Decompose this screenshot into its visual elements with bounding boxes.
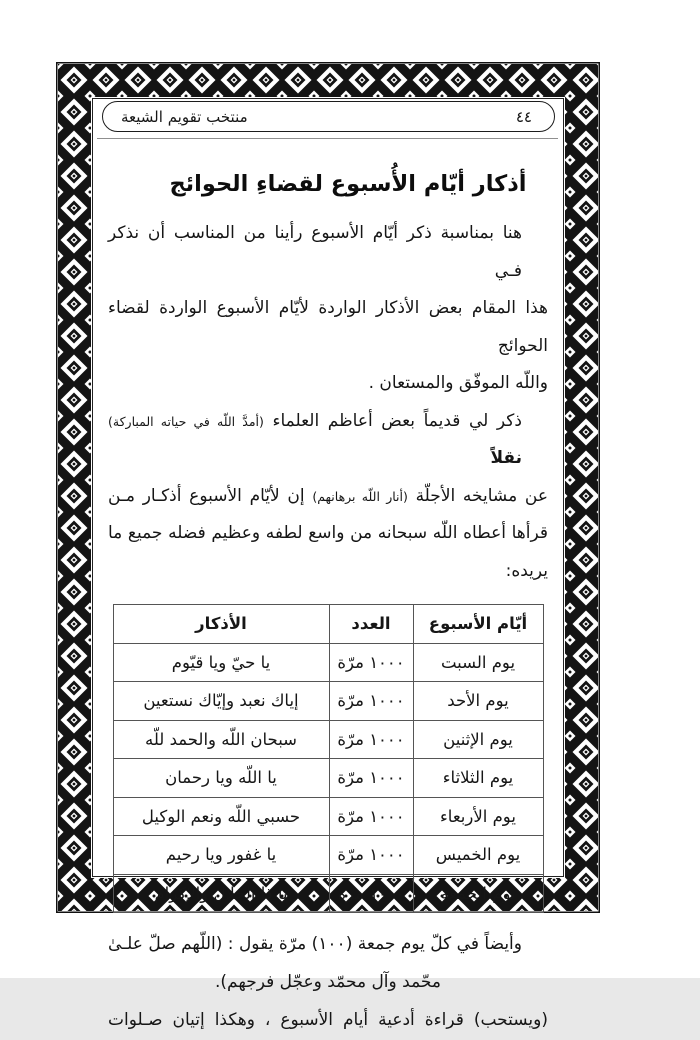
page-number: ٤٤ — [515, 107, 532, 126]
day-cell: يوم الأربعاء — [413, 797, 543, 836]
paragraph-line: قرأها أعطاه اللّه سبحانه من واسع لطفه وعظيم فضله جميع ما يريده: — [108, 523, 548, 581]
day-cell: يوم السبت — [413, 643, 543, 682]
weekday-adhkar-table — [113, 604, 544, 913]
page-content — [108, 148, 548, 1040]
blessing-parenthetical: (أمدَّ اللّه في حياته المباركة) — [108, 413, 264, 429]
paragraph-line — [108, 478, 548, 516]
dhikr-cell: سبحان اللّه والحمد للّه — [113, 720, 329, 759]
paragraph-intro — [108, 215, 548, 403]
table-row — [113, 797, 543, 836]
book-title: منتخب تقويم الشيعة — [121, 107, 248, 126]
table-row — [113, 874, 543, 913]
narration-text: إن لأيّام الأسبوع أذكـار مـن — [108, 485, 313, 506]
table-row — [113, 836, 543, 875]
paragraph-line: محّمد وآل محمّد وعجّل فرجهم). — [215, 971, 441, 992]
table-row — [113, 643, 543, 682]
count-cell: ١٠٠٠ مرّة — [329, 682, 413, 721]
table-row — [113, 759, 543, 798]
blessing-parenthetical: (أنار اللّه برهانهم) — [312, 488, 408, 504]
section-title: أذكار أيّام الأُسبوع لقضاءِ الحوائج — [169, 171, 527, 197]
column-header-count: العدد — [329, 605, 413, 644]
paragraph-line: هنا بمناسبة ذكر أيّام الأسبوع رأينا من المناسب أن نذكر فـي — [108, 223, 522, 281]
column-header-dhikr: الأذكار — [113, 605, 329, 644]
narration-text: ذكر لي قديماً بعض أعاظم العلماء — [263, 410, 522, 431]
dhikr-cell: يا حيّ ويا قيّوم — [113, 643, 329, 682]
day-cell: يوم الثلاثاء — [413, 759, 543, 798]
paragraph-line: وأيضاً في كلّ يوم جمعة (١٠٠) مرّة يقول : (اللّهم صلّ علـىٰ — [108, 934, 522, 954]
count-cell: ١٠٠٠ مرّة — [329, 643, 413, 682]
paragraph-line: (ويستحب) قراءة أدعية أيام الأسبوع ، وهكذا إتيان صـلوات — [108, 1010, 548, 1030]
narration-text: عن مشايخه الأجلّة — [407, 485, 548, 506]
dhikr-cell: يا ذا الجلال والإكرام — [113, 874, 329, 913]
count-cell: ١٠٠٠ مرّة — [329, 797, 413, 836]
running-header — [102, 101, 555, 132]
paragraph-line: هذا المقام بعض الأذكار الواردة لأيّام الأسبوع الواردة لقضاء الحوائج — [108, 298, 548, 356]
dhikr-cell: يا اللّه ويا رحمان — [113, 759, 329, 798]
table-header-row — [113, 605, 543, 644]
column-header-day: أيّام الأسبوع — [413, 605, 543, 644]
day-cell: يوم الجمعة — [413, 874, 543, 913]
dhikr-cell: إياك نعبد وإيّاك نستعين — [113, 682, 329, 721]
header-divider — [97, 138, 558, 139]
table-row — [113, 720, 543, 759]
day-cell: يوم الخميس — [413, 836, 543, 875]
paragraph-line — [108, 403, 548, 478]
count-cell: ١٠٠٠ مرّة — [329, 759, 413, 798]
paragraph-friday-salawat — [108, 926, 548, 1001]
dhikr-cell: يا غفور ويا رحيم — [113, 836, 329, 875]
narration-text: نقلاً — [490, 448, 522, 468]
paragraph-narration — [108, 403, 548, 591]
count-cell: ١٠٠٠ مرّة — [329, 836, 413, 875]
paragraph-line: واللّه الموفّق والمستعان . — [368, 373, 548, 393]
paragraph-mustahabb — [108, 1002, 548, 1040]
day-cell: يوم الإثنين — [413, 720, 543, 759]
count-cell: ١٠٠٠ مرّة — [329, 720, 413, 759]
day-cell: يوم الأحد — [413, 682, 543, 721]
count-cell: ١٠٠٠ مرّة — [329, 874, 413, 913]
dhikr-cell: حسبي اللّه ونعم الوكيل — [113, 797, 329, 836]
table-row — [113, 682, 543, 721]
